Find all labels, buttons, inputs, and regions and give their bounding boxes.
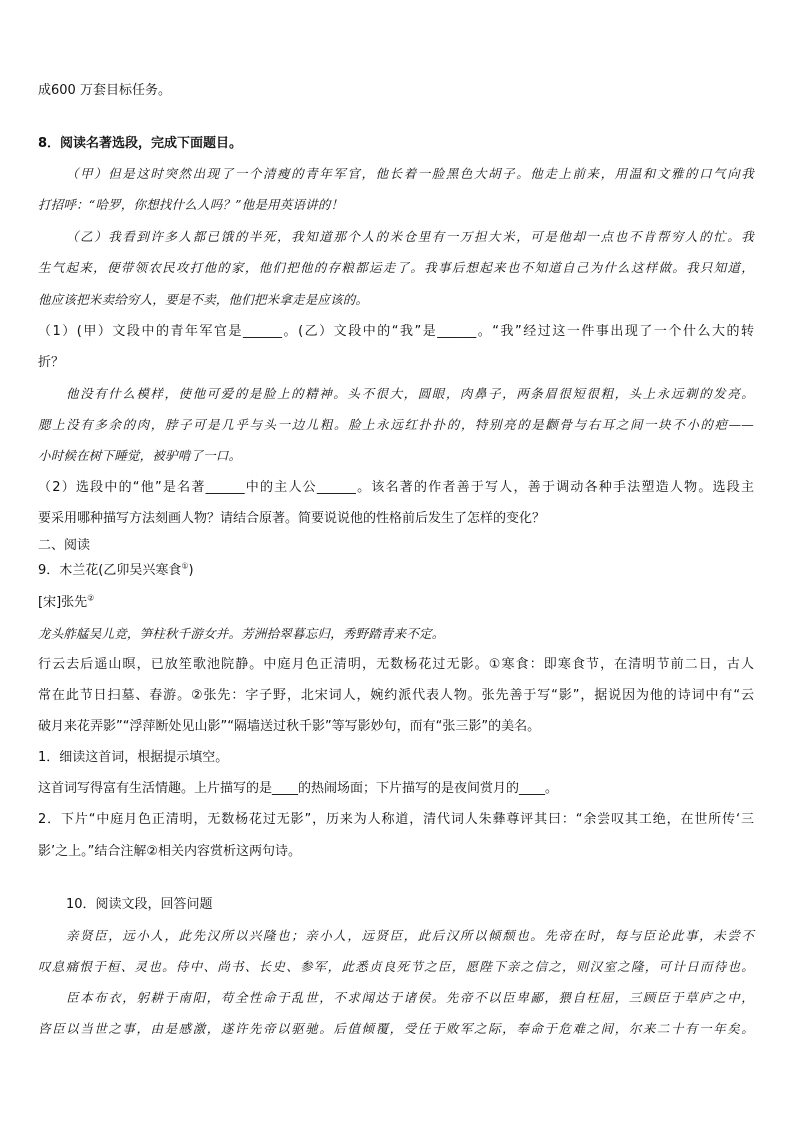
section-heading: 二、阅读: [38, 538, 91, 553]
question-10-heading: 10．阅读文段，回答问题: [66, 897, 213, 912]
footnote-marker: ②: [87, 593, 95, 603]
sub-question-1: （1）(甲）文段中的青年军官是______。(乙）文段中的“我”是______。“我”经过这一件事出现了一个什么大的转: [38, 324, 754, 339]
question-9-heading: [38, 562, 754, 580]
text-line: 成600 万套目标任务。: [38, 83, 171, 98]
classical-text-line: 臣本布衣，躬耕于南阳，苟全性命于乱世，不求闻达于诸侯。先帝不以臣卑鄙，猥自枉屈，三顾臣于草庐之中，: [66, 990, 754, 1005]
excerpt-line: 小时候在树下睡觉，被驴啃了一口。: [38, 448, 242, 463]
sub-question-2: 要采用哪种描写方法刻画人物？请结合原著。简要说说他的性格前后发生了怎样的变化？: [38, 511, 546, 526]
sub-question-2: 2．下片“中庭月色正清明，无数杨花过无影”，历来为人称道，清代词人朱彝尊评其曰：“余尝叹其工绝，在世所传‘三: [38, 812, 754, 827]
notes-line: 破月来花弄影”“浮萍断处见山影”“隔墙送过秋千影”等写影妙句，而有“张三影”的美名。: [38, 719, 541, 734]
excerpt-jia-line: 打招呼：“哈罗，你想找什么人吗？”他是用英语讲的！: [38, 197, 344, 212]
sub-question-2: （2）选段中的“他”是名著______中的主人公______。该名著的作者善于写人，善于调动各种手法塑造人物。选段主: [38, 480, 754, 495]
sub-question-1-text: 这首词写得富有生活情趣。上片描写的是____的热闹场面；下片描写的是夜间赏月的____。: [38, 781, 559, 796]
question-8-heading: 8．阅读名著选段，完成下面题目。: [38, 136, 243, 151]
excerpt-line: 他没有什么模样，使他可爱的是脸上的精神。头不很大，圆眼，肉鼻子，两条眉很短很粗，头上永远剃的发亮。: [66, 386, 754, 401]
classical-text-line: 咨臣以当世之事，由是感激，遂许先帝以驱驰。后值倾覆，受任于败军之际，奉命于危难之间，尔来二十有一年矣。: [38, 1021, 754, 1036]
poem-author: [38, 594, 754, 612]
excerpt-line: 腮上没有多余的肉，脖子可是几乎与头一边儿粗。脸上永远红扑扑的，特别亮的是颧骨与右耳之间一块不小的疤——: [38, 417, 754, 432]
author-name: [宋]张先: [38, 595, 88, 610]
poem-title: 9．木兰花(乙卯吴兴寒食: [38, 563, 182, 578]
notes-line: 常在此节日扫墓、春游。②张先：字子野，北宋词人，婉约派代表人物。张先善于写“影”，据说因为他的诗词中有“云: [38, 688, 754, 703]
classical-text-line: 亲贤臣，远小人，此先汉所以兴隆也；亲小人，远贤臣，此后汉所以倾颓也。先帝在时，每与臣论此事，未尝不: [66, 928, 754, 943]
poem-and-notes-line: 行云去后遥山暝，已放笙歌池院静。中庭月色正清明，无数杨花过无影。①寒食：即寒食节，在清明节前二日，古人: [38, 657, 754, 672]
excerpt-yi-line: （乙）我看到许多人都已饿的半死，我知道那个人的米仓里有一万担大米，可是他却一点也不肯帮穷人的忙。我: [66, 229, 754, 244]
sub-question-1: 折？: [38, 355, 65, 370]
excerpt-jia-line: （甲）但是这时突然出现了一个清瘦的青年军官，他长着一脸黑色大胡子。他走上前来，用温和文雅的口气向我: [66, 166, 754, 181]
footnote-marker: ①: [181, 561, 189, 571]
poem-line: 龙头舴艋吴儿竞，笋柱秋千游女并。芳洲拾翠暮忘归，秀野踏青来不定。: [38, 626, 445, 641]
excerpt-yi-line: 他应该把米卖给穷人，要是不卖，他们把米拿走是应该的。: [38, 292, 369, 307]
excerpt-yi-line: 生气起来，便带领农民攻打他的家，他们把他的存粮都运走了。我事后想起来也不知道自己为什么这样做。我只知道，: [38, 260, 754, 275]
poem-title-end: ): [188, 563, 194, 578]
classical-text-line: 叹息痛恨于桓、灵也。侍中、尚书、长史、参军，此悉贞良死节之臣，愿陛下亲之信之，则汉室之隆，可计日而待也。: [38, 959, 754, 974]
sub-question-1: 1．细读这首词，根据提示填空。: [38, 750, 229, 765]
sub-question-2: 影’之上。”结合注解②相关内容赏析这两句诗。: [38, 844, 302, 859]
